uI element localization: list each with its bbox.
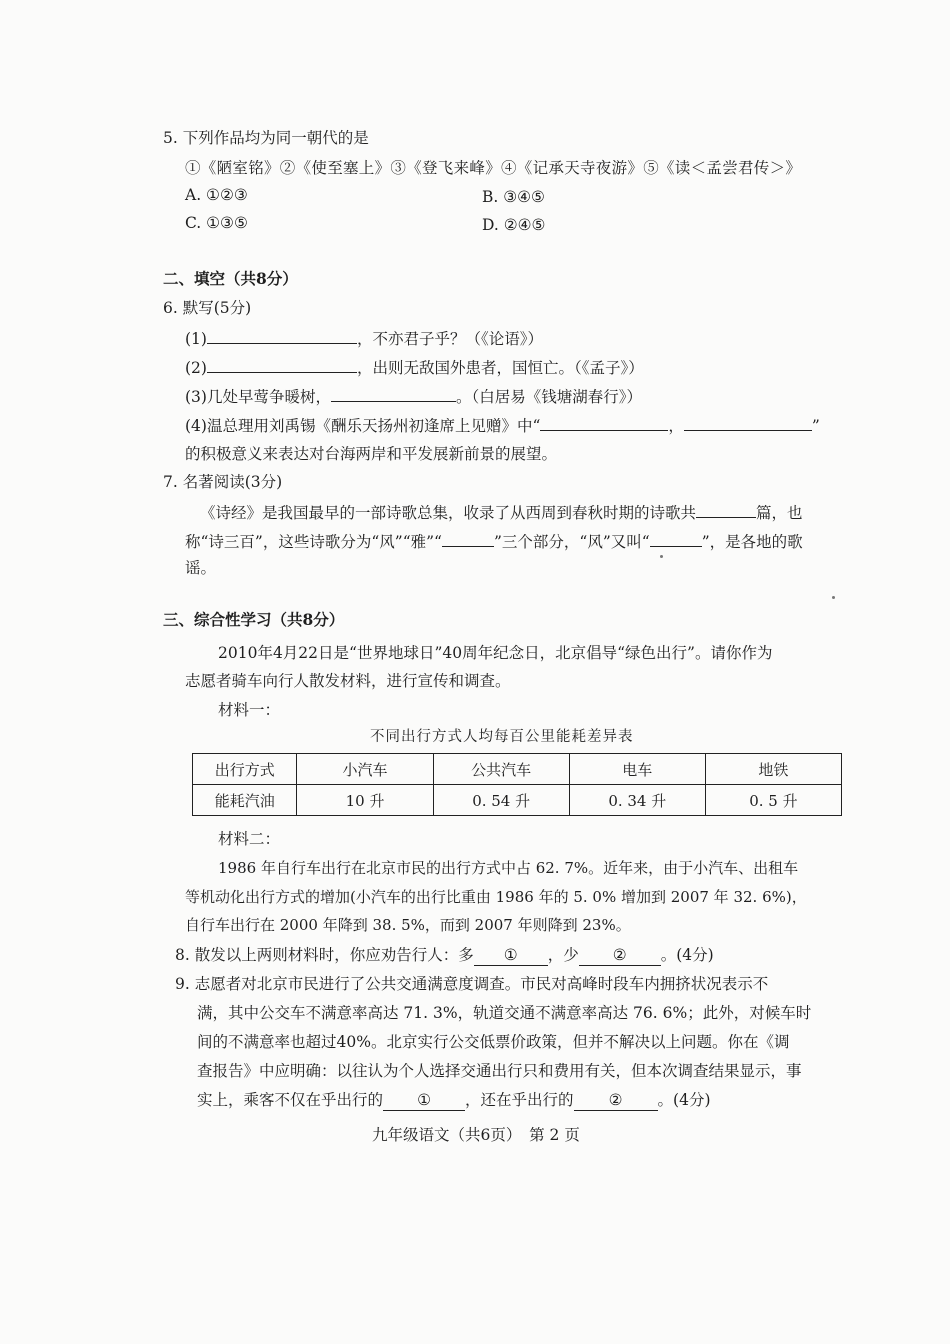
q9-line2: 满，其中公交车不满意率高达 71. 3%，轨道交通不满意率高达 76. 6%；此外，对候车时 (197, 1004, 812, 1022)
q7-line2-pre: 称“诗三百”，这些诗歌分为“风”“雅”“ (185, 533, 442, 551)
q9-line5 (197, 1090, 711, 1111)
table-cell: 0. 34 升 (569, 785, 705, 816)
table-title: 不同出行方式人均每百公里能耗差异表 (370, 729, 634, 745)
q5-option-b: B. ③④⑤ (482, 188, 545, 206)
q5-works: ①《陋室铭》②《使至塞上》③《登飞来峰》④《记承天寺夜游》⑤《读＜孟尝君传＞》 (185, 159, 802, 177)
q9-line5-pre: 实上，乘客不仅在乎出行的 (197, 1091, 384, 1109)
material2-line1: 1986 年自行车出行在北京市民的出行方式中占 62. 7%。近年来，由于小汽车、出租车 (218, 859, 799, 877)
q9-line4: 查报告》中应明确：以往认为个人选择交通出行只和费用有关，但本次调查结果显示，事 (197, 1062, 802, 1080)
q7-blank-count[interactable] (696, 502, 756, 518)
section3-intro-line1: 2010年4月22日是“世界地球日”40周年纪念日，北京倡导“绿色出行”。请你作为 (218, 644, 773, 662)
q7-line1 (200, 502, 803, 523)
q8-blank2[interactable]: ② (579, 945, 661, 966)
page-footer: 九年级语文（共6页） 第 2 页 (372, 1126, 580, 1144)
material2-line3: 自行车出行在 2000 年降到 38. 5%，而到 2007 年则降到 23%。 (185, 916, 631, 934)
q7-line2 (185, 531, 803, 552)
scan-speck (832, 596, 835, 599)
table-cell: 能耗汽油 (193, 785, 297, 816)
q9-blank2[interactable]: ② (574, 1090, 658, 1111)
table-header-cell: 公共汽车 (433, 754, 569, 785)
table-header-cell: 小汽车 (297, 754, 433, 785)
q6-item3-post: 。（白居易《钱塘湖春行》） (455, 388, 642, 406)
q6-item4-pre: (4)温总理用刘禹锡《酬乐天扬州初逢席上见赠》中“ (185, 417, 541, 435)
q6-item3 (185, 386, 642, 407)
q5-option-c: C. ①③⑤ (185, 214, 248, 232)
q9-blank1[interactable]: ① (383, 1090, 465, 1111)
q6-item1 (185, 328, 543, 349)
q7-line2-post: ”，是各地的歌 (701, 533, 803, 551)
q9-line5-mid: ，还在乎出行的 (465, 1091, 574, 1109)
q8-mid: ，少 (547, 946, 579, 964)
q5-option-a: A. ①②③ (185, 186, 248, 204)
section3-intro-line2: 志愿者骑车向行人散发材料，进行宣传和调查。 (185, 672, 511, 690)
energy-table (192, 753, 842, 816)
section3-heading: 三、综合性学习（共8分） (163, 610, 345, 629)
q5-option-d: D. ②④⑤ (482, 216, 546, 234)
q6-stem: 6. 默写(5分) (163, 299, 252, 317)
q6-item2-number: (2) (185, 359, 207, 377)
q6-item3-blank[interactable] (331, 386, 456, 402)
q8 (175, 945, 714, 966)
q6-item2-blank[interactable] (207, 357, 357, 373)
q6-item1-text: ，不亦君子乎？（《论语》） (356, 330, 543, 348)
q6-item2-text: ，出则无敌国外患者，国恒亡。（《孟子》） (356, 359, 644, 377)
q6-item4-blank2[interactable] (684, 415, 812, 431)
table-cell: 10 升 (297, 785, 433, 816)
q7-line2-mid: ”三个部分，“风”又叫“ (493, 533, 650, 551)
q6-item1-blank[interactable] (207, 328, 357, 344)
table-cell: 0. 5 升 (705, 785, 841, 816)
table-header-cell: 出行方式 (193, 754, 297, 785)
table-header-cell: 地铁 (705, 754, 841, 785)
q6-item4-line2: 的积极意义来表达对台海两岸和平发展新前景的展望。 (185, 445, 558, 463)
q6-item4-blank1[interactable] (540, 415, 668, 431)
q9-line3: 间的不满意率也超过40%。北京实行公交低票价政策，但并不解决以上问题。你在《调 (197, 1033, 790, 1051)
q6-item4 (185, 415, 820, 436)
table-row (193, 785, 842, 816)
q6-item3-pre: (3)几处早莺争暖树， (185, 388, 331, 406)
table-header-cell: 电车 (569, 754, 705, 785)
q7-blank-feng[interactable] (650, 531, 702, 547)
table-cell: 0. 54 升 (433, 785, 569, 816)
q8-blank1[interactable]: ① (474, 945, 548, 966)
material2-label: 材料二： (218, 830, 281, 848)
q7-line3: 谣。 (185, 559, 217, 577)
q7-line1-pre: 《诗经》是我国最早的一部诗歌总集，收录了从西周到春秋时期的诗歌共 (200, 504, 697, 522)
q9-line5-post: 。(4分) (657, 1091, 711, 1109)
scan-speck (660, 555, 663, 558)
q6-item4-mid: ， (668, 417, 684, 435)
q5-stem: 5. 下列作品均为同一朝代的是 (163, 129, 369, 147)
q8-post: 。(4分) (660, 946, 714, 964)
q9-line1: 9. 志愿者对北京市民进行了公共交通满意度调查。市民对高峰时段车内拥挤状况表示不 (175, 975, 769, 993)
q6-item1-number: (1) (185, 330, 207, 348)
q8-pre: 8. 散发以上两则材料时，你应劝告行人：多 (175, 946, 474, 964)
q7-line1-post: 篇，也 (756, 504, 803, 522)
material1-label: 材料一： (218, 701, 281, 719)
material2-line2: 等机动化出行方式的增加(小汽车的出行比重由 1986 年的 5. 0% 增加到 2007 年 32. 6%)， (185, 888, 807, 906)
q6-item2 (185, 357, 644, 378)
table-header-row (193, 754, 842, 785)
q6-item4-end: ” (811, 417, 820, 435)
q7-stem: 7. 名著阅读(3分) (163, 473, 283, 491)
section2-heading: 二、填空（共8分） (163, 269, 298, 288)
q7-blank-category[interactable] (442, 531, 494, 547)
